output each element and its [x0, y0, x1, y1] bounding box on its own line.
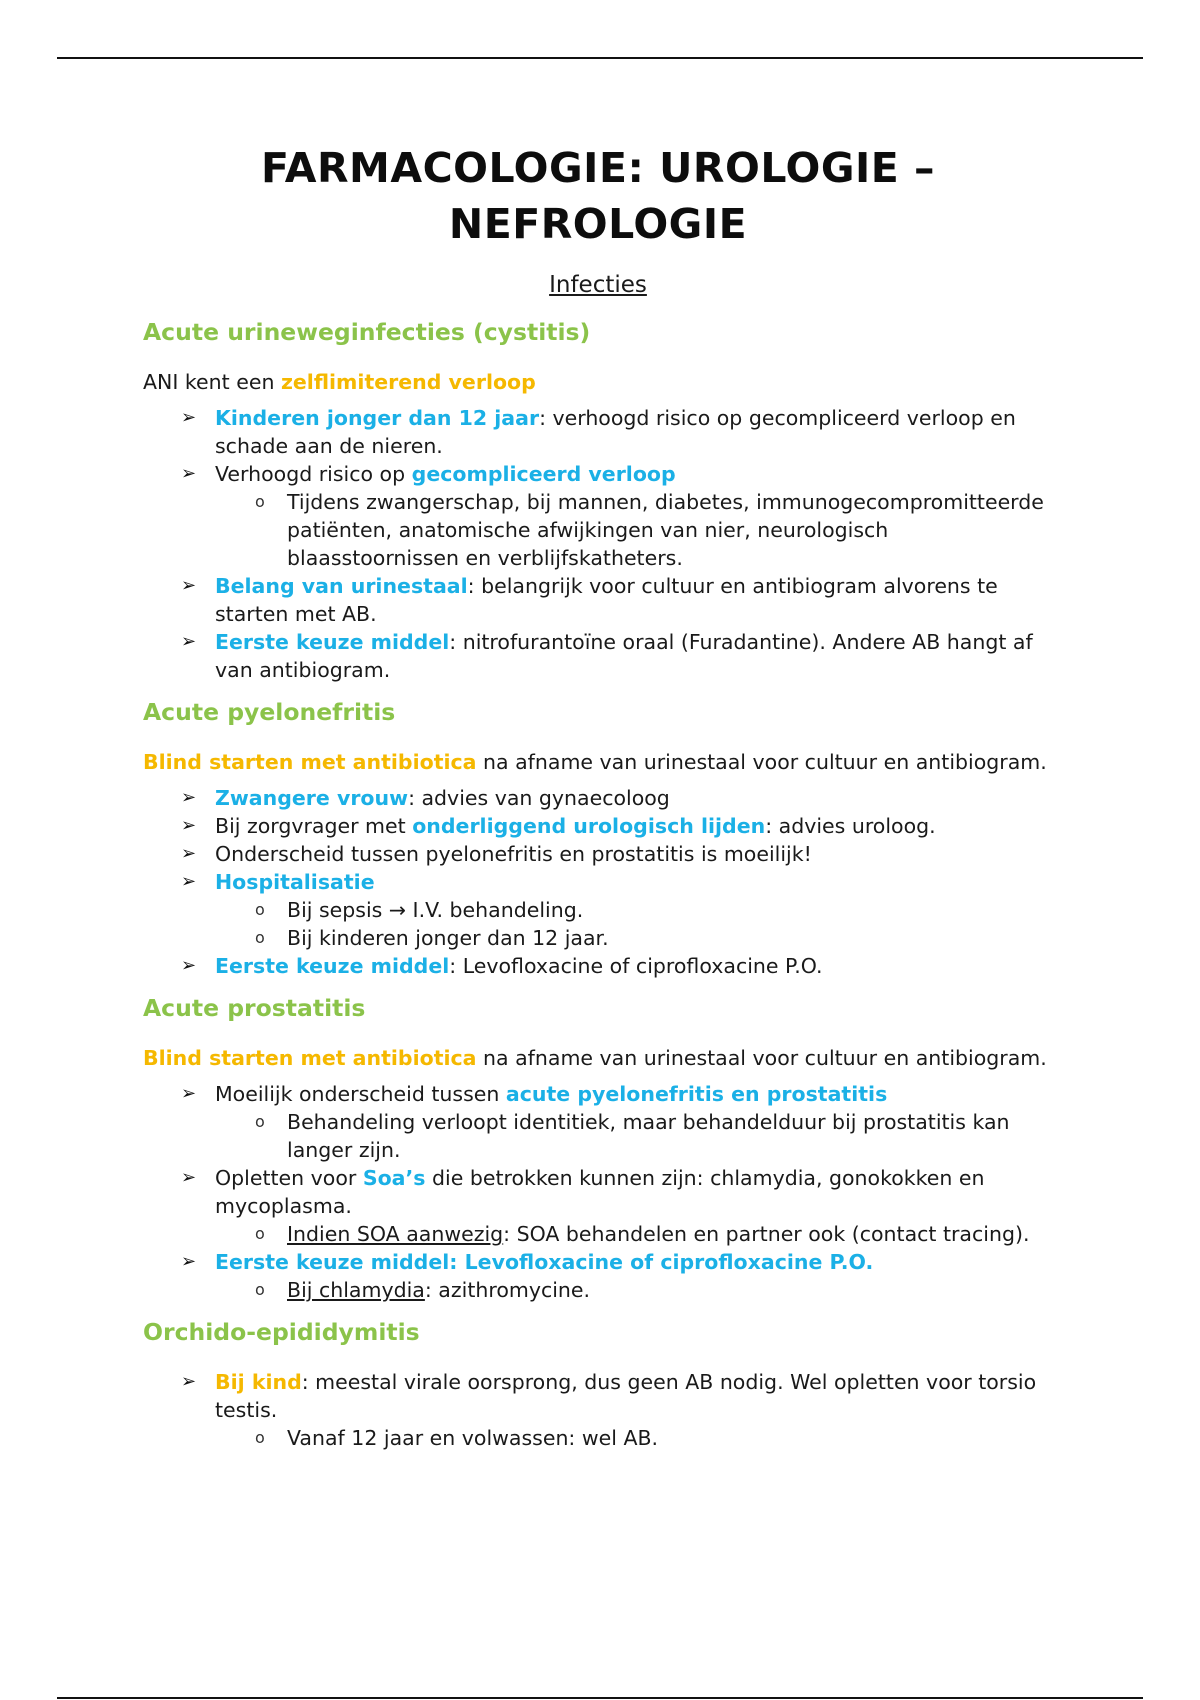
arrow-bullet-icon: ➢ [181, 407, 197, 428]
list-item [143, 1080, 1053, 1164]
arrow-bullet-icon: ➢ [181, 1083, 197, 1104]
sub-list-item [143, 896, 1053, 924]
circle-bullet-icon: o [255, 900, 265, 919]
highlight-text: Kinderen jonger dan 12 jaar [215, 406, 540, 430]
page-title [143, 140, 1053, 252]
bullet-list [143, 1368, 1053, 1452]
highlight-text: acute pyelonefritis en prostatitis [505, 1082, 888, 1106]
section-heading-pyelonefritis: Acute pyelonefritis [143, 698, 396, 726]
bullet-list [143, 1080, 1053, 1304]
circle-bullet-icon: o [255, 492, 265, 511]
list-item [143, 784, 1053, 812]
item-text: : SOA behandelen en partner ook (contact tracing). [503, 1222, 1030, 1246]
sub-list-item [143, 1220, 1053, 1248]
item-text: : belangrijk voor cultuur en antibiogram alvorens te starten met AB. [215, 574, 998, 626]
intro-text: na afname van urinestaal voor cultuur en antibiogram. [476, 750, 1047, 774]
item-text: : azithromycine. [424, 1278, 591, 1302]
top-rule [57, 57, 1143, 59]
section-heading-cystitis: Acute urineweginfecties (cystitis) [143, 318, 591, 346]
arrow-bullet-icon: ➢ [181, 1371, 197, 1392]
intro-text: na afname van urinestaal voor cultuur en antibiogram. [476, 1046, 1047, 1070]
sub-list [215, 1276, 1053, 1304]
list-item [143, 404, 1053, 460]
item-text: : nitrofurantoïne oraal (Furadantine). Andere AB hangt af van antibiogram. [215, 630, 1033, 682]
item-text: Moeilijk onderscheid tussen [215, 1082, 506, 1106]
circle-bullet-icon: o [255, 928, 265, 947]
sub-item-text: Bij sepsis → I.V. behandeling. [287, 898, 584, 922]
highlight-text: Hospitalisatie [215, 870, 375, 894]
sub-item-text: Tijdens zwangerschap, bij mannen, diabetes, immunogecompromitteerde patiënten, anatomische afwijkingen van nier, neurologisch blaasstoornissen en verblijfskatheters. [287, 490, 1044, 570]
list-item [143, 460, 1053, 572]
sub-item-text: Vanaf 12 jaar en volwassen: wel AB. [287, 1426, 659, 1450]
sub-list [215, 1220, 1053, 1248]
arrow-bullet-icon: ➢ [181, 1251, 197, 1272]
sub-item-text: Behandeling verloopt identitiek, maar behandelduur bij prostatitis kan langer zijn. [287, 1110, 1010, 1162]
highlight-text: Eerste keuze middel [215, 954, 450, 978]
item-text: : advies uroloog. [765, 814, 936, 838]
sub-list-item [143, 488, 1053, 572]
arrow-bullet-icon: ➢ [181, 575, 197, 596]
bullet-list [143, 404, 1053, 684]
list-item [143, 812, 1053, 840]
section-heading-prostatitis: Acute prostatitis [143, 994, 366, 1022]
arrow-bullet-icon: ➢ [181, 1167, 197, 1188]
item-text: : verhoogd risico op gecompliceerd verloop en schade aan de nieren. [215, 406, 1016, 458]
highlight-text: Zwangere vrouw [215, 786, 409, 810]
sub-list [215, 1108, 1053, 1164]
highlight-text: gecompliceerd verloop [411, 462, 676, 486]
sub-item-text [215, 1220, 1053, 1248]
bottom-rule [57, 1697, 1143, 1699]
sub-list [215, 896, 1053, 952]
section-heading-orchido-epididymitis: Orchido-epididymitis [143, 1318, 420, 1346]
list-item [143, 840, 1053, 868]
list-item [143, 1164, 1053, 1248]
sub-item-text: Bij kinderen jonger dan 12 jaar. [287, 926, 609, 950]
arrow-bullet-icon: ➢ [181, 787, 197, 808]
sub-list [215, 1424, 1053, 1452]
sub-list-item [143, 924, 1053, 952]
highlight-text: Eerste keuze middel [215, 630, 450, 654]
section-intro [143, 748, 1053, 776]
section-intro [143, 368, 1053, 396]
document-body [143, 140, 1053, 1464]
underlined-text: Indien SOA aanwezig [287, 1222, 504, 1246]
item-text: Onderscheid tussen pyelonefritis en prostatitis is moeilijk! [215, 842, 812, 866]
circle-bullet-icon: o [255, 1428, 265, 1447]
circle-bullet-icon: o [255, 1224, 265, 1243]
item-text: die betrokken kunnen zijn: chlamydia, gonokokken en mycoplasma. [215, 1166, 985, 1218]
list-item [143, 1368, 1053, 1452]
highlight-text: zelflimiterend verloop [280, 370, 536, 394]
list-item [143, 1248, 1053, 1304]
highlight-text: onderliggend urologisch lijden [412, 814, 766, 838]
highlight-text: Blind starten met antibiotica [143, 750, 477, 774]
sub-list [215, 488, 1053, 572]
bullet-list [143, 784, 1053, 980]
item-text: Verhoogd risico op [215, 462, 412, 486]
sub-item-text [215, 1276, 1053, 1304]
arrow-bullet-icon: ➢ [181, 631, 197, 652]
arrow-bullet-icon: ➢ [181, 815, 197, 836]
intro-text: ANI kent een [143, 370, 281, 394]
title-line-1: FARMACOLOGIE: UROLOGIE – [260, 144, 936, 192]
arrow-bullet-icon: ➢ [181, 871, 197, 892]
list-item [143, 572, 1053, 628]
section-intro [143, 1044, 1053, 1072]
item-text: Bij zorgvrager met [215, 814, 413, 838]
title-line-2: NEFROLOGIE [448, 200, 748, 248]
sub-list-item [143, 1424, 1053, 1452]
page-subtitle: Infecties [549, 272, 647, 298]
arrow-bullet-icon: ➢ [181, 955, 197, 976]
list-item [143, 952, 1053, 980]
sub-list-item [143, 1108, 1053, 1164]
underlined-text: Bij chlamydia [287, 1278, 425, 1302]
highlight-text: Belang van urinestaal [215, 574, 468, 598]
circle-bullet-icon: o [255, 1280, 265, 1299]
sub-list-item [143, 1276, 1053, 1304]
item-text: : Levofloxacine of ciprofloxacine P.O. [449, 954, 823, 978]
item-text: : advies van gynaecoloog [408, 786, 670, 810]
highlight-text: Soa’s [362, 1166, 426, 1190]
item-text: Opletten voor [215, 1166, 363, 1190]
list-item [143, 628, 1053, 684]
list-item [143, 868, 1053, 952]
highlight-text: Eerste keuze middel: Levofloxacine of ciprofloxacine P.O. [215, 1250, 874, 1274]
highlight-text: Blind starten met antibiotica [143, 1046, 477, 1070]
item-text: : meestal virale oorsprong, dus geen AB nodig. Wel opletten voor torsio testis. [215, 1370, 1037, 1422]
arrow-bullet-icon: ➢ [181, 843, 197, 864]
circle-bullet-icon: o [255, 1112, 265, 1131]
arrow-bullet-icon: ➢ [181, 463, 197, 484]
highlight-text: Bij kind [215, 1370, 302, 1394]
